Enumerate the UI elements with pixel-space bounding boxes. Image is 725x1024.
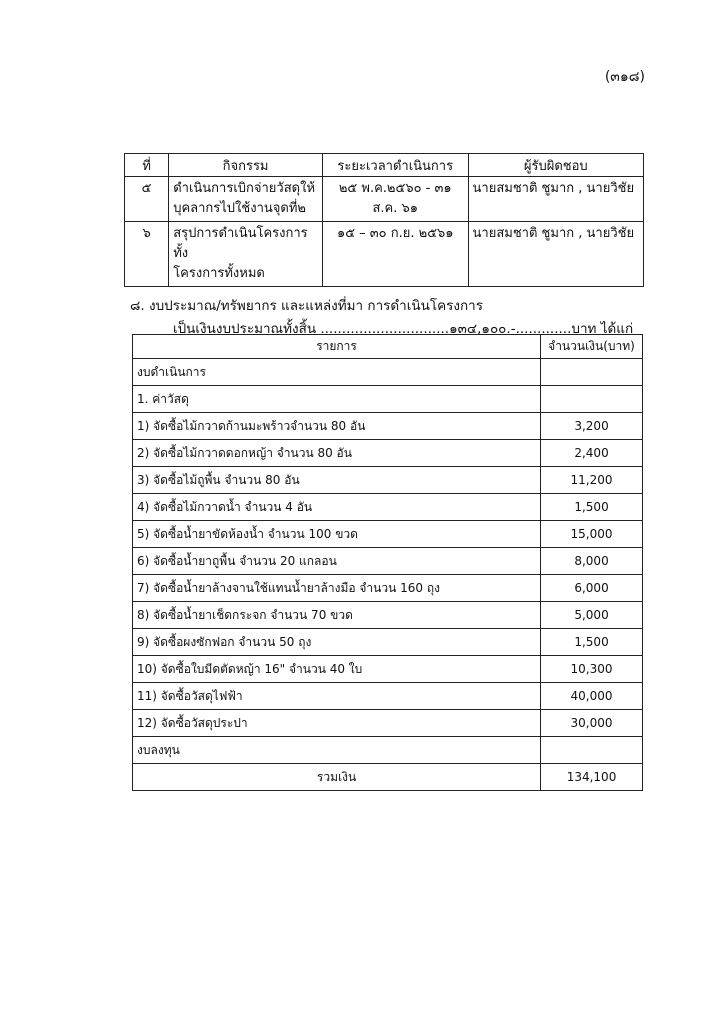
table-row: [133, 737, 643, 764]
activity-table-header: [125, 154, 644, 177]
item-cell: 10) จัดซื้อใบมีดตัดหญ้า 16" จำนวน 40 ใบ: [133, 656, 541, 683]
row-responsible: นายสมชาติ ชูมาก , นายวิชัย: [468, 222, 643, 287]
item-cell: 4) จัดซื้อไม้กวาดน้ำ จำนวน 4 อัน: [133, 494, 541, 521]
table-row: [133, 575, 643, 602]
item-cell: 8) จัดซื้อน้ำยาเช็ดกระจก จำนวน 70 ขวด: [133, 602, 541, 629]
item-cell: 2) จัดซื้อไม้กวาดดอกหญ้า จำนวน 80 อัน: [133, 440, 541, 467]
item-cell: 11) จัดซื้อวัสดุไฟฟ้า: [133, 683, 541, 710]
page-number: (๓๑๘): [604, 69, 645, 85]
amount-cell: 8,000: [541, 548, 643, 575]
table-row: [133, 521, 643, 548]
item-cell: 3) จัดซื้อไม้ถูพื้น จำนวน 80 อัน: [133, 467, 541, 494]
table-row: [133, 440, 643, 467]
table-row: [125, 177, 644, 222]
amount-cell: 11,200: [541, 467, 643, 494]
amount-cell: 40,000: [541, 683, 643, 710]
total-row: [133, 764, 643, 791]
amount-cell: 1,500: [541, 494, 643, 521]
header-amount: จำนวนเงิน(บาท): [541, 335, 643, 359]
row-activity: [169, 222, 323, 287]
budget-total-line: เป็นเงินงบประมาณทั้งสิ้น ..............................๑๓๔,๑๐๐.-.............บาท ได้แก่: [173, 321, 634, 337]
table-row: [133, 359, 643, 386]
table-row: [133, 683, 643, 710]
amount-cell: [541, 737, 643, 764]
period-line: ๑๕ – ๓๐ ก.ย. ๒๕๖๑: [336, 226, 454, 241]
table-row: [133, 656, 643, 683]
item-cell: 9) จัดซื้อผงซักฟอก จำนวน 50 ถุง: [133, 629, 541, 656]
amount-cell: [541, 359, 643, 386]
row-period: [322, 222, 468, 287]
activity-line: โครงการทั้งหมด: [173, 266, 265, 281]
row-responsible: นายสมชาติ ชูมาก , นายวิชัย: [468, 177, 643, 222]
item-cell: งบดำเนินการ: [133, 359, 541, 386]
header-period: ระยะเวลาดำเนินการ: [322, 154, 468, 177]
row-no: ๖: [125, 222, 169, 287]
amount-cell: 2,400: [541, 440, 643, 467]
item-cell: 1) จัดซื้อไม้กวาดก้านมะพร้าวจำนวน 80 อัน: [133, 413, 541, 440]
section-heading: ๘. งบประมาณ/ทรัพยากร และแหล่งที่มา การดำเนินโครงการ: [130, 298, 483, 314]
activity-line: ดำเนินการเบิกจ่ายวัสดุให้: [173, 181, 316, 196]
total-label: รวมเงิน: [133, 764, 541, 791]
row-period: [322, 177, 468, 222]
amount-cell: [541, 386, 643, 413]
item-cell: 6) จัดซื้อน้ำยาถูพื้น จำนวน 20 แกลอน: [133, 548, 541, 575]
amount-cell: 10,300: [541, 656, 643, 683]
amount-cell: 3,200: [541, 413, 643, 440]
budget-table-header: [133, 335, 643, 359]
amount-cell: 1,500: [541, 629, 643, 656]
header-item: รายการ: [133, 335, 541, 359]
item-cell: 12) จัดซื้อวัสดุประปา: [133, 710, 541, 737]
item-cell: 5) จัดซื้อน้ำยาขัดห้องน้ำ จำนวน 100 ขวด: [133, 521, 541, 548]
activity-line: สรุปการดำเนินโครงการทั้ง: [173, 226, 308, 261]
table-row: [133, 467, 643, 494]
row-activity: [169, 177, 323, 222]
item-cell: 7) จัดซื้อน้ำยาล้างจานใช้แทนน้ำยาล้างมือ จำนวน 160 ถุง: [133, 575, 541, 602]
activity-table: [124, 153, 644, 287]
table-row: [133, 548, 643, 575]
total-amount: 134,100: [541, 764, 643, 791]
header-activity: กิจกรรม: [169, 154, 323, 177]
row-no: ๕: [125, 177, 169, 222]
period-line: ส.ค. ๖๑: [372, 201, 419, 216]
table-row: [133, 602, 643, 629]
period-line: ๒๕ พ.ค.๒๕๖๐ - ๓๑: [338, 181, 452, 196]
table-row: [133, 413, 643, 440]
table-row: [133, 710, 643, 737]
table-row: [125, 222, 644, 287]
item-cell: งบลงทุน: [133, 737, 541, 764]
amount-cell: 30,000: [541, 710, 643, 737]
table-row: [133, 386, 643, 413]
table-row: [133, 494, 643, 521]
amount-cell: 15,000: [541, 521, 643, 548]
amount-cell: 6,000: [541, 575, 643, 602]
activity-line: บุคลากรไปใช้งานจุดที่๒: [173, 201, 306, 216]
item-cell: 1. ค่าวัสดุ: [133, 386, 541, 413]
header-responsible: ผู้รับผิดชอบ: [468, 154, 643, 177]
amount-cell: 5,000: [541, 602, 643, 629]
table-row: [133, 629, 643, 656]
header-no: ที่: [125, 154, 169, 177]
budget-table: [132, 334, 643, 791]
